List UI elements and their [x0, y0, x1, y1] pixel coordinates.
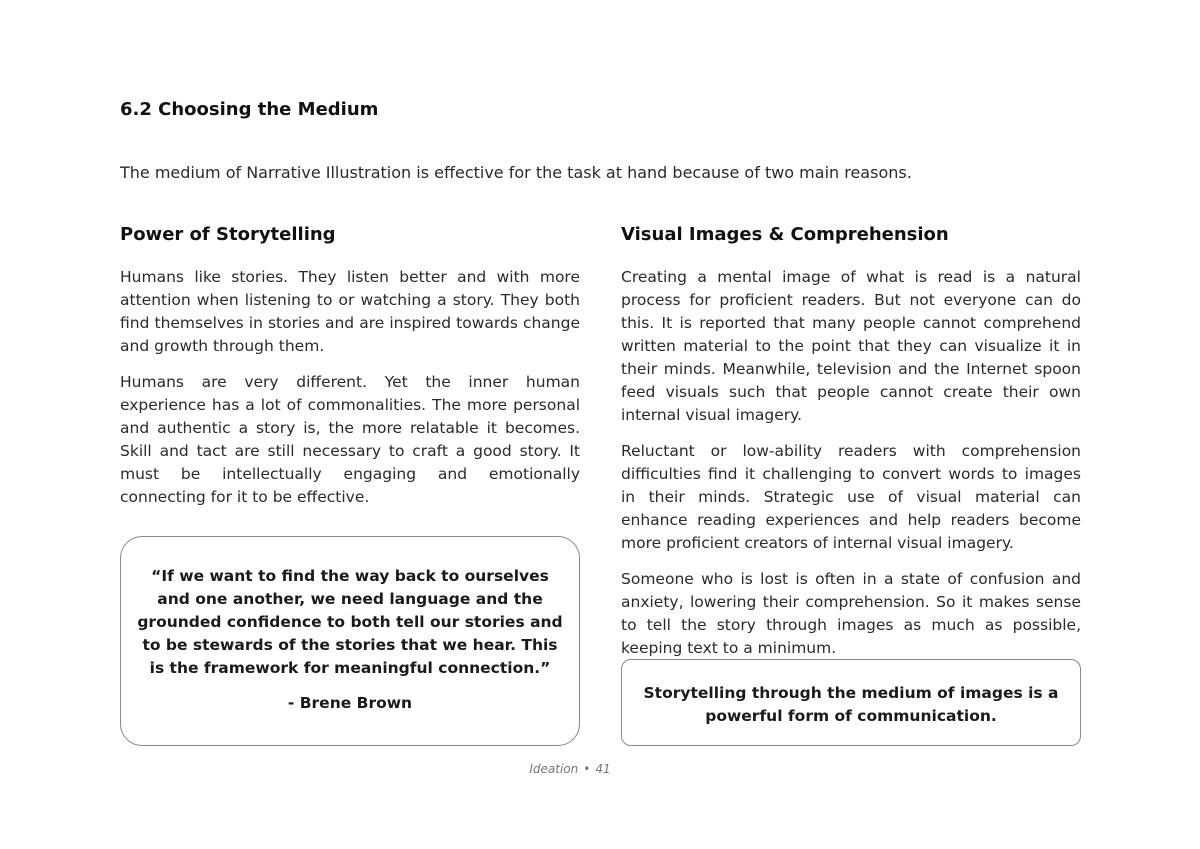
page-footer	[0, 762, 1140, 776]
page-number: 41	[595, 762, 611, 776]
right-paragraph-3: Someone who is lost is often in a state of confusion and anxiety, lowering their comprehension. So it makes sense to tell the story through images as much as possible, keeping text to a minimum.	[621, 570, 1081, 657]
quote-text: “If we want to find the way back to ourselves and one another, we need language and the grounded confidence to both tell our stories and to be stewards of the stories that we hear. This is the framework for meaningful connection.”	[137, 567, 563, 677]
right-column-heading: Visual Images & Comprehension	[621, 224, 949, 245]
callout-text: Storytelling through the medium of images is a powerful form of communication.	[643, 684, 1059, 725]
left-column-heading: Power of Storytelling	[120, 224, 336, 245]
section-title: 6.2 Choosing the Medium	[120, 99, 379, 120]
right-paragraph-1: Creating a mental image of what is read is a natural process for proficient readers. But not everyone can do this. It is reported that many people cannot comprehend written material to the point that they can visualize it in their minds. Meanwhile, television and the Internet spoon feed visuals such that people cannot create their own internal visual imagery.	[621, 268, 1081, 424]
footer-separator: •	[583, 762, 591, 776]
left-column	[120, 222, 580, 522]
right-paragraph-2: Reluctant or low-ability readers with comprehension difficulties find it challenging to convert words to images in their minds. Strategic use of visual material can enhance reading experiences and help readers become more proficient creators of internal visual imagery.	[621, 442, 1081, 552]
right-column	[621, 222, 1081, 673]
section-intro: The medium of Narrative Illustration is effective for the task at hand because of two main reasons.	[120, 163, 912, 182]
left-paragraph-1: Humans like stories. They listen better and with more attention when listening to or watching a story. They both find themselves in stories and are inspired towards change and growth through them.	[120, 268, 580, 355]
left-paragraph-2: Humans are very different. Yet the inner human experience has a lot of commonalities. The more personal and authentic a story is, the more relatable it becomes. Skill and tact are still necessary to craft a good story. It must be intellectually engaging and emotionally connecting for it to be effective.	[120, 373, 580, 506]
quote-author: - Brene Brown	[287, 694, 413, 712]
quote-box	[120, 536, 580, 746]
footer-label: Ideation	[529, 762, 579, 776]
callout-box	[621, 659, 1081, 746]
